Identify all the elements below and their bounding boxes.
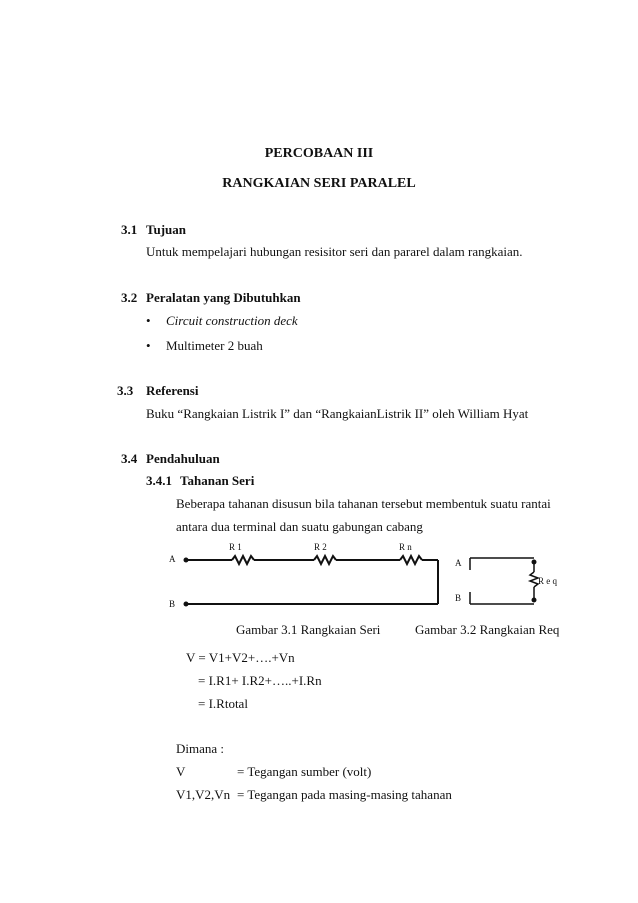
subsection-number-3-4-1: 3.4.1 [146,473,172,488]
section-heading-referensi: Referensi [146,383,199,398]
desc-v1v2vn: = Tegangan pada masing-masing tahanan [237,787,452,802]
list-item: Multimeter 2 buah [166,338,263,353]
section-heading-pendahuluan: Pendahuluan [146,451,220,466]
terminal-a [184,558,189,563]
section-number-3-2: 3.2 [121,290,138,305]
desc-v: = Tegangan sumber (volt) [237,764,372,779]
equation-2: = I.R1+ I.R2+…..+I.Rn [198,673,322,688]
tahanan-seri-line-2: antara dua terminal dan suatu gabungan cabang [176,519,423,534]
caption-figure-3-1: Gambar 3.1 Rangkaian Seri [236,622,381,637]
section-number-3-3: 3.3 [117,383,134,398]
subsection-heading-tahanan-seri: Tahanan Seri [180,473,255,488]
label-r1: R 1 [229,542,242,552]
terminal-b [184,602,189,607]
list-item: Circuit construction deck [166,313,298,328]
resistor-r2 [314,556,336,564]
dimana-label: Dimana : [176,741,225,756]
equation-3: = I.Rtotal [198,696,248,711]
resistor-rn [400,556,422,564]
section-number-3-4: 3.4 [121,451,138,466]
node [532,560,537,565]
bullet-icon: • [146,313,151,328]
section-heading-peralatan: Peralatan yang Dibutuhkan [146,290,301,305]
bullet-icon: • [146,338,151,353]
page-subtitle: RANGKAIAN SERI PARALEL [222,176,416,191]
resistor-req [530,572,538,587]
label-b: B [169,599,176,609]
page-title: PERCOBAAN III [264,146,374,161]
section-number-3-1: 3.1 [121,222,138,237]
caption-figure-3-2: Gambar 3.2 Rangkaian Req [415,622,560,637]
label-req: R e q [538,576,557,586]
symbol-v1v2vn: V1,V2,Vn [176,787,231,802]
tahanan-seri-line-1: Beberapa tahanan disusun bila tahanan tersebut membentuk suatu rantai [176,496,551,511]
label-a2: A [455,558,462,568]
equation-1: V = V1+V2+….+Vn [186,650,295,665]
label-a: A [169,554,176,564]
symbol-v: V [176,764,186,779]
tujuan-text: Untuk mempelajari hubungan resisitor seri dan pararel dalam rangkaian. [146,244,523,259]
label-b2: B [455,593,462,603]
section-heading-tujuan: Tujuan [146,222,186,237]
label-r2: R 2 [314,542,327,552]
label-rn: R n [399,542,412,552]
referensi-text: Buku “Rangkaian Listrik I” dan “RangkaianListrik II” oleh William Hyat [146,406,529,421]
resistor-r1 [232,556,254,564]
node [532,598,537,603]
